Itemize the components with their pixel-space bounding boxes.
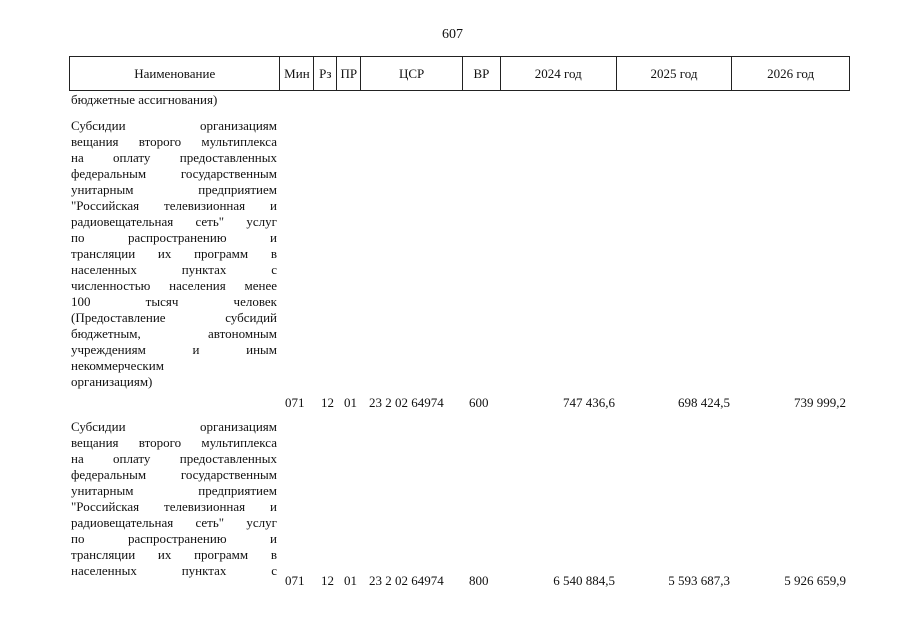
page-number: 607 bbox=[442, 27, 463, 42]
row-2024: 747 436,6 bbox=[563, 395, 615, 410]
row-csr: 23 2 02 64974 bbox=[369, 573, 444, 588]
row-name-line: вещания второго мультиплекса bbox=[71, 134, 277, 149]
header-name: Наименование bbox=[70, 57, 280, 90]
row-pr: 01 bbox=[344, 395, 357, 410]
row-name-line: по распространению и bbox=[71, 531, 277, 546]
row-name-line: на оплату предоставленных bbox=[71, 451, 277, 466]
row-2025: 698 424,5 bbox=[678, 395, 730, 410]
row-pr: 01 bbox=[344, 573, 357, 588]
row-name-line: федеральным государственным bbox=[71, 166, 277, 181]
row-name-line: населенных пунктах с bbox=[71, 262, 277, 277]
row-2026: 739 999,2 bbox=[794, 395, 846, 410]
row-name-line: (Предоставление субсидий bbox=[71, 310, 277, 325]
row-rz: 12 bbox=[321, 395, 334, 410]
row-name-line: по распространению и bbox=[71, 230, 277, 245]
row-name-line: унитарным предприятием bbox=[71, 483, 277, 498]
row-name bbox=[71, 419, 277, 579]
row-name-line: организациям) bbox=[71, 374, 153, 389]
row-min: 071 bbox=[285, 395, 305, 410]
row-2025: 5 593 687,3 bbox=[668, 573, 730, 588]
row-min: 071 bbox=[285, 573, 305, 588]
header-vr: ВР bbox=[463, 57, 501, 90]
row-name-line: бюджетным, автономным bbox=[71, 326, 277, 341]
header-2024: 2024 год bbox=[501, 57, 617, 90]
row-vr: 600 bbox=[469, 395, 489, 410]
row-name-line: радиовещательная сеть" услуг bbox=[71, 515, 277, 530]
row-name-line: Субсидии организациям bbox=[71, 118, 277, 133]
row-name bbox=[71, 118, 277, 390]
row-2024: 6 540 884,5 bbox=[553, 573, 615, 588]
row-name-line: радиовещательная сеть" услуг bbox=[71, 214, 277, 229]
header-min: Мин bbox=[280, 57, 314, 90]
row-name-line: некоммерческим bbox=[71, 358, 164, 373]
row-name-line: населенных пунктах с bbox=[71, 563, 277, 578]
header-pr: ПР bbox=[337, 57, 361, 90]
row-name-line: Субсидии организациям bbox=[71, 419, 277, 434]
header-2025: 2025 год bbox=[617, 57, 733, 90]
row-rz: 12 bbox=[321, 573, 334, 588]
row-name-line: учреждениям и иным bbox=[71, 342, 277, 357]
header-2026: 2026 год bbox=[767, 65, 815, 81]
row-name-line: вещания второго мультиплекса bbox=[71, 435, 277, 450]
row-name-line: 100 тысяч человек bbox=[71, 294, 277, 309]
row-name-line: унитарным предприятием bbox=[71, 182, 277, 197]
row-name-line: трансляции их программ в bbox=[71, 246, 277, 261]
row-name-line: "Российская телевизионная и bbox=[71, 198, 277, 213]
row-csr: 23 2 02 64974 bbox=[369, 395, 444, 410]
row-name-line: федеральным государственным bbox=[71, 467, 277, 482]
row-name-line: численностью населения менее bbox=[71, 278, 277, 293]
row-vr: 800 bbox=[469, 573, 489, 588]
row-name-line: на оплату предоставленных bbox=[71, 150, 277, 165]
continuation-text: бюджетные ассигнования) bbox=[71, 92, 218, 107]
table-header bbox=[69, 56, 850, 91]
header-csr: ЦСР bbox=[361, 57, 463, 90]
row-name-line: "Российская телевизионная и bbox=[71, 499, 277, 514]
header-rz: Рз bbox=[314, 57, 337, 90]
row-2026: 5 926 659,9 bbox=[784, 573, 846, 588]
row-name-line: трансляции их программ в bbox=[71, 547, 277, 562]
